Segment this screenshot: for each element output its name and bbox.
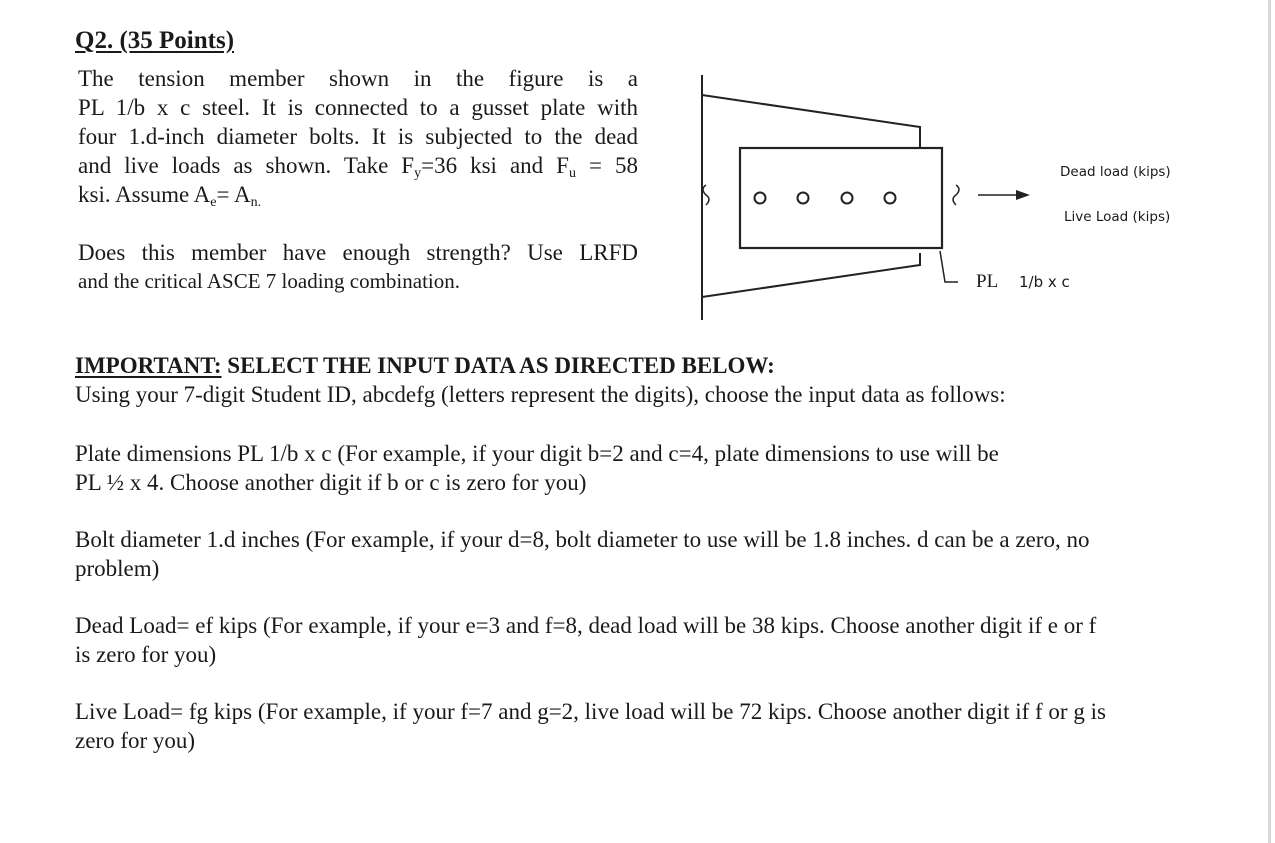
plate-label: PL <box>976 271 999 292</box>
pl-leader-line <box>940 251 958 282</box>
gusset-plate-outline <box>702 95 920 155</box>
important-heading-rest: SELECT THE INPUT DATA AS DIRECTED BELOW: <box>221 353 775 378</box>
dead-load-instruction: Dead Load= ef kips (For example, if your e=3 and f=8, dead load will be 38 kips. Choose another digit if e or f is zero for you) <box>75 613 1097 667</box>
problem-line-2: PL 1/b x c steel. It is connected to a gusset plate with <box>78 95 638 120</box>
dead-load-label: Dead load (kips) <box>1060 164 1171 180</box>
gusset-plate-outline-bottom <box>702 253 920 297</box>
important-underlined: IMPORTANT: <box>75 353 222 378</box>
problem-line-4: and live loads as shown. Take $F_y=36$ ksi and $F_u = 58$ <box>78 153 639 181</box>
question-line-2: and the critical ASCE 7 loading combination. <box>78 269 461 293</box>
bolt-hole <box>755 193 766 204</box>
tension-member-diagram <box>690 55 1060 325</box>
plate-dimensions-label: 1/b x c <box>1019 273 1070 291</box>
instructions-intro: Using your 7-digit Student ID, abcdefg (letters represent the digits), choose the input data as follows: <box>75 382 1006 407</box>
load-arrow-head <box>1016 190 1030 200</box>
bolt-hole <box>842 193 853 204</box>
problem-line-5: ksi. Assume $A_e= A_{n.}$ <box>78 182 262 210</box>
live-load-label: Live Load (kips) <box>1064 209 1171 225</box>
problem-line-3: four 1.d-inch diameter bolts. It is subjected to the dead <box>78 124 638 149</box>
bolt-diameter-instruction: Bolt diameter 1.d inches (For example, if your d=8, bolt diameter to use will be 1.8 inches. d can be a zero, no problem) <box>75 527 1090 581</box>
break-mark-left <box>703 185 709 205</box>
bolt-hole <box>798 193 809 204</box>
important-heading <box>75 353 775 379</box>
problem-question <box>78 238 638 296</box>
break-mark-right <box>953 185 959 205</box>
page-border <box>1268 0 1271 843</box>
live-load-instruction: Live Load= fg kips (For example, if your f=7 and g=2, live load will be 72 kips. Choose another digit if f or g is zero for you) <box>75 699 1106 753</box>
plate-dimensions-instruction: Plate dimensions PL 1/b x c (For example, if your digit b=2 and c=4, plate dimensions to use will be PL ½ x 4. Choose another digit if b or c is zero for you) <box>75 441 999 495</box>
problem-line-1: The tension member shown in the figure is a <box>78 66 638 91</box>
question-line-1: Does this member have enough strength? Use LRFD <box>78 240 638 265</box>
question-title: Q2. (35 Points) <box>75 27 235 54</box>
bolt-hole <box>885 193 896 204</box>
problem-statement <box>78 64 638 296</box>
